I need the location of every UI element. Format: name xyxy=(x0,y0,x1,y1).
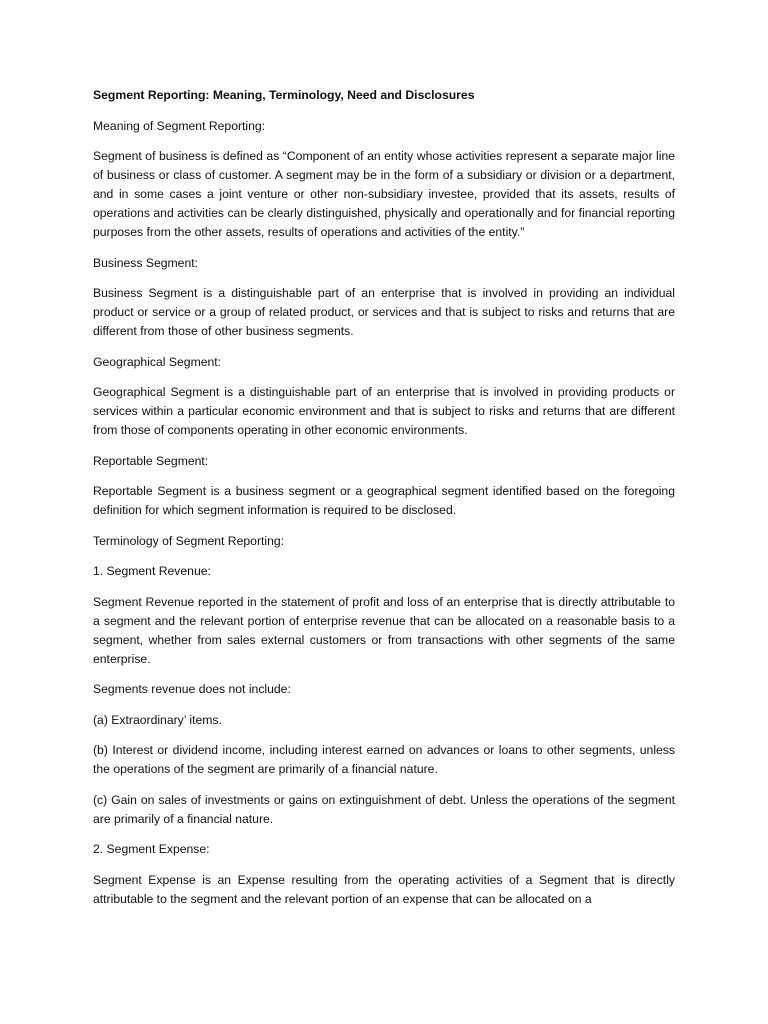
document-title: Segment Reporting: Meaning, Terminology, Need and Disclosures xyxy=(93,88,475,102)
business-segment-heading: Business Segment: xyxy=(93,255,199,270)
business-segment-paragraph: Business Segment is a distinguishable part of an enterprise that is involved in providing an individual product or service or a group of related product, or services and that is subject to risks and returns that are different from those of other business segments. xyxy=(93,286,675,338)
segment-expense-heading: 2. Segment Expense: xyxy=(93,842,210,856)
exclusion-item-a: (a) Extraordinary’ items. xyxy=(93,712,222,727)
geographical-segment-heading: Geographical Segment: xyxy=(93,354,222,369)
meaning-paragraph: Segment of business is defined as “Component of an entity whose activities represent a separate major line of business or class of customer. A segment may be in the form of a subsidiary or division or a department, and in some cases a joint venture or other non-subsidiary investee, provided that its assets, results of operations and activities can be clearly distinguished, physically and operationally and for financial reporting purposes from the other assets, results of operations and activities of the entity.” xyxy=(93,149,675,239)
exclusion-item-b: (b) Interest or dividend income, including interest earned on advances or loans to other segments, unless the operations of the segment are primarily of a financial nature. xyxy=(93,743,675,776)
meaning-heading: Meaning of Segment Reporting: xyxy=(93,118,266,133)
segment-revenue-paragraph: Segment Revenue reported in the statement of profit and loss of an enterprise that is directly attributable to a segment and the relevant portion of enterprise revenue that can be allocated on a reasonable basis to a segment, whether from sales external customers or from transactions with other segments of the same enterprise. xyxy=(93,594,675,666)
segment-revenue-heading: 1. Segment Revenue: xyxy=(93,564,211,578)
revenue-exclusions-heading: Segments revenue does not include: xyxy=(93,682,291,696)
reportable-segment-heading: Reportable Segment: xyxy=(93,453,209,468)
terminology-heading: Terminology of Segment Reporting: xyxy=(93,533,285,548)
exclusion-item-c: (c) Gain on sales of investments or gains on extinguishment of debt. Unless the operations of the segment are primarily of a financial nature. xyxy=(93,792,675,826)
document-body xyxy=(93,86,675,920)
segment-expense-paragraph: Segment Expense is an Expense resulting from the operating activities of a Segment that is directly attributable to the segment and the relevant portion of an expense that can be allocated on a xyxy=(93,872,675,906)
reportable-segment-paragraph: Reportable Segment is a business segment or a geographical segment identified based on the foregoing definition for which segment information is required to be disclosed. xyxy=(93,484,675,517)
geographical-segment-paragraph: Geographical Segment is a distinguishable part of an enterprise that is involved in providing products or services within a particular economic environment and that is subject to risks and returns that are different from those of components operating in other economic environments. xyxy=(93,385,675,437)
